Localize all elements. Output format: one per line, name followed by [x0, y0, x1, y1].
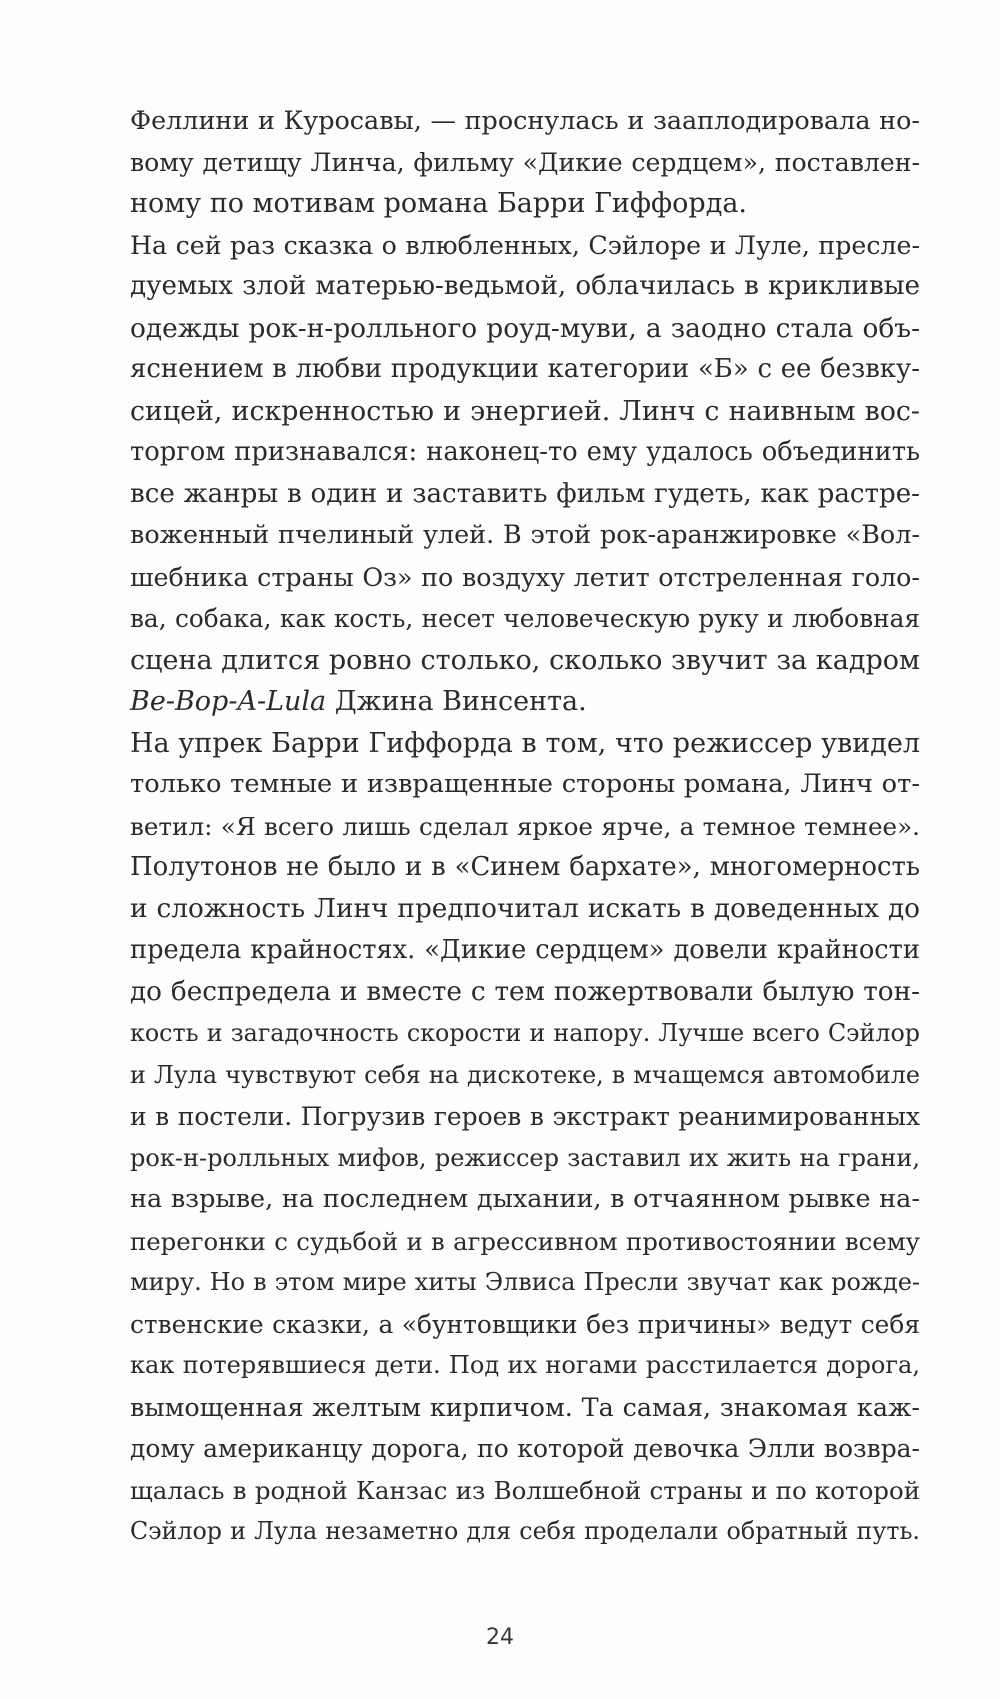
text-line: На сей раз сказка о влюбленных, Сэйлоре и Луле, пресле-	[130, 230, 920, 260]
text-line: торгом признавался: наконец-то ему удалось объединить	[130, 437, 920, 467]
text-line: На упрек Барри Гиффорда в том, что режиссер увидел	[130, 727, 920, 759]
text-line: только темные и извращенные стороны романа, Линч от-	[130, 769, 920, 799]
text-line: вому детищу Линча, фильму «Дикие сердцем», поставлен-	[130, 147, 920, 177]
text-line: миру. Но в этом мире хиты Элвиса Пресли звучат как рожде-	[130, 1268, 920, 1296]
text-line: дому американцу дорога, по которой девочка Элли возвра-	[130, 1434, 920, 1463]
text-line: кость и загадочность скорости и напору. Лучше всего Сэйлор	[130, 1019, 920, 1047]
song-credit-line	[130, 681, 920, 723]
text-line: вымощенная желтым кирпичом. Та самая, знакомая каж-	[130, 1391, 920, 1422]
text-line: на взрыве, на последнем дыхании, в отчаянном рывке на-	[130, 1184, 920, 1214]
text-line: одежды рок-н-ролльного роуд-муви, а заодно стала объ-	[130, 312, 920, 344]
text-line: сцена длится ровно столько, сколько звучит за кадром	[130, 644, 920, 676]
text-line: и Лула чувствуют себя на дискотеке, в мчащемся автомобиле	[130, 1060, 920, 1089]
text-line: яснением в любви продукции категории «Б» с ее безвку-	[130, 354, 920, 384]
text-line: рок-н-ролльных мифов, режиссер заставил их жить на грани,	[130, 1143, 920, 1172]
text-line: предела крайностях. «Дикие сердцем» довели крайности	[130, 935, 920, 965]
text-line: ственские сказки, а «бунтовщики без причины» ведут себя	[130, 1309, 920, 1339]
text-line: все жанры в один и заставить фильм гудеть, как растре-	[130, 478, 920, 509]
page-number: 24	[486, 1625, 514, 1650]
text-line: ветил: «Я всего лишь сделал яркое ярче, а темное темнее».	[130, 811, 920, 841]
text-line: сицей, искренностью и энергией. Линч с наивным вос-	[130, 395, 920, 427]
text-line: перегонки с судьбой и в агрессивном противостоянии всему	[130, 1226, 920, 1256]
song-artist: Джина Винсента.	[326, 686, 587, 717]
text-line: Полутонов не было и в «Синем бархате», многомерность	[130, 852, 920, 882]
text-line: Сэйлор и Лула незаметно для себя проделали обратный путь.	[130, 1517, 920, 1545]
text-line: до беспредела и вместе с тем пожертвовали былую тон-	[130, 976, 920, 1007]
text-line: щалась в родной Канзас из Волшебной страны и по которой	[130, 1475, 920, 1505]
text-line: ному по мотивам романа Барри Гиффорда.	[130, 188, 748, 219]
text-line: и сложность Линч предпочитал искать в доведенных до	[130, 893, 920, 924]
text-line: как потерявшиеся дети. Под их ногами расстилается дорога,	[130, 1351, 920, 1379]
text-line: ва, собака, как кость, несет человеческую руку и любовная	[130, 604, 920, 633]
text-line: дуемых злой матерью-ведьмой, облачилась в крикливые	[130, 271, 920, 301]
text-line: шебника страны Оз» по воздуху летит отстреленная голо-	[130, 561, 920, 592]
song-title: Be-Bop-A-Lula	[130, 686, 327, 717]
text-line: Феллини и Куросавы, — проснулась и зааплодировала но-	[130, 105, 920, 135]
text-line: воженный пчелиный улей. В этой рок-аранжировке «Вол-	[130, 520, 920, 550]
text-line: и в постели. Погрузив героев в экстракт реанимированных	[130, 1102, 920, 1131]
body-text	[130, 100, 920, 1553]
